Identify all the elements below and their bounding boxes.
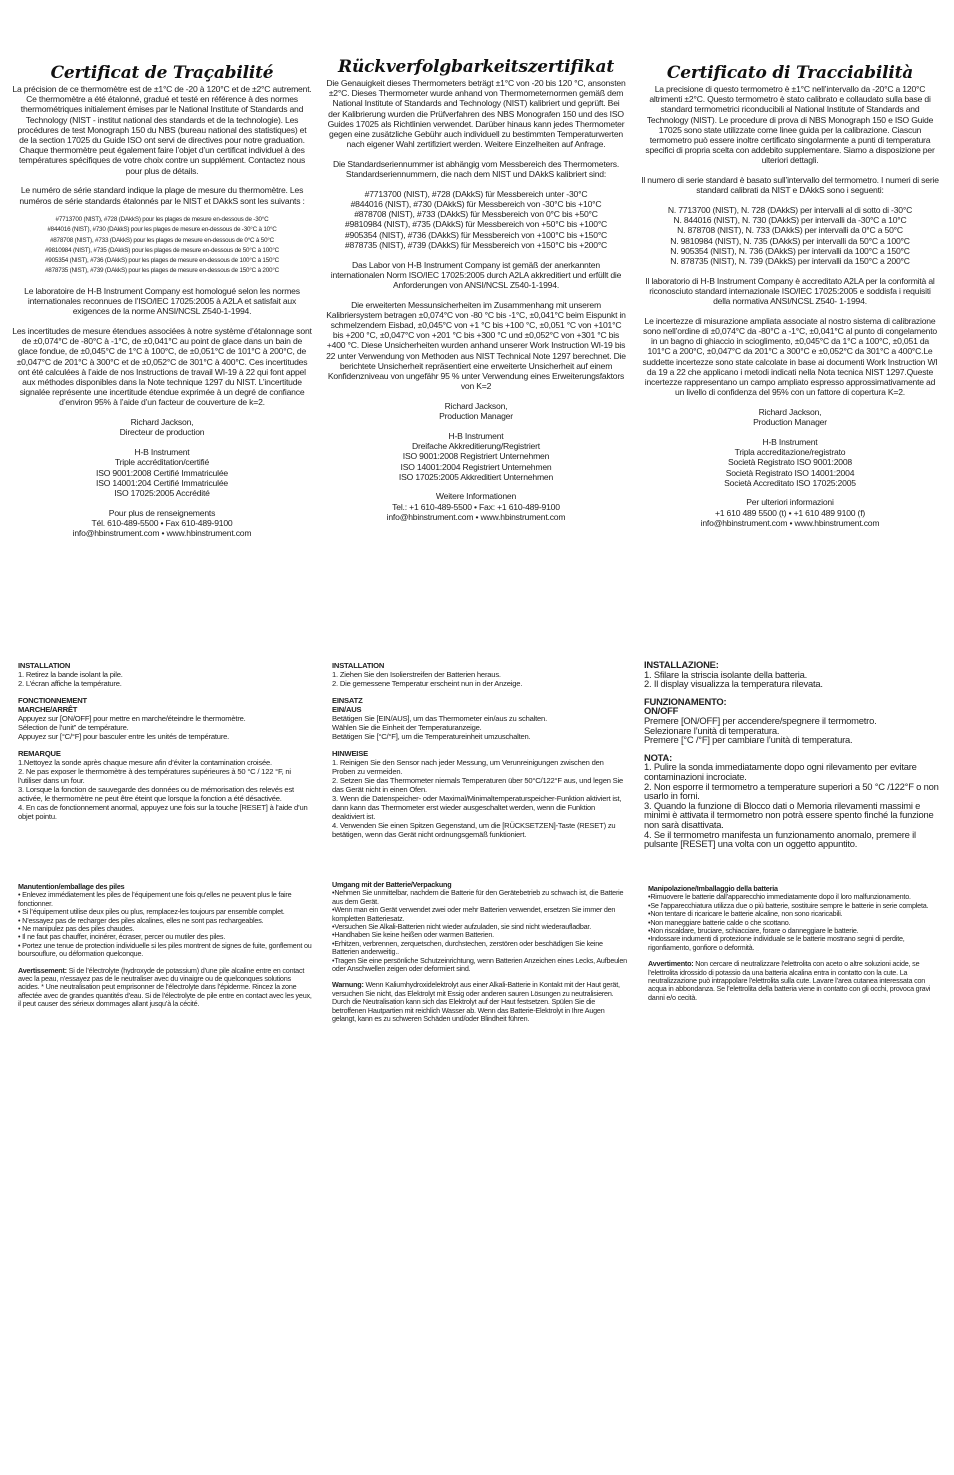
company-line: H-B Instrument [134,447,190,458]
company-line: Tripla accreditazione/registrato [734,447,846,458]
certificate-fr [12,62,312,538]
notes-fr: 1.Nettoyez la sonde après chaque mesure afin d’éviter la contamination croisée. 2. Ne pas exposer le thermomètre à des températures supérieures à 50 °C / 122 °F, ni l’utiliser dans un four. 3. Lorsque la fonction de sauvegarde des données ou de mémorisation des relevés est activée, le thermomètre ne peut être éteint que lorsque la fonction a été désactivée. 4. En cas de fonctionnement anormal, appuyez une fois sur la touche [RESET] à l’aide d’un objet pointu. [18,758,308,821]
install-steps-fr: 1. Retirez la bande isolant la pile. 2. L’écran affiche la température. [18,670,123,688]
company-line: H-B Instrument [448,430,504,441]
instructions-it [644,660,940,849]
serial-item: N. 905354 (NIST), N. 736 (DAkkS) per intervalli da 100°C a 150°C [670,245,910,256]
serial-item: #7713700 (NIST), #728 (DAkkS) für Messbereich unter -30°C [364,188,588,199]
company-line: Società Registrato ISO 14001:2004 [725,467,855,478]
serial-item: #878708 (NIST), #733 (DAkkS) pour les plages de mesure en-dessous de 0°C à 50°C [49,236,275,244]
serial-item: #844016 (NIST), #730 (DAkkS) für Messbereich von -30°C bis +10°C [350,199,602,210]
install-heading-de: INSTALLATION [332,661,385,670]
contact-fr [12,508,312,539]
serial-list-de [326,189,626,250]
contact-line: +1 610 489 5500 (t) • +1 610 489 9100 (f) [714,507,866,518]
lab-accreditation-fr: Le laboratoire de H-B Instrument Company est homologué selon les normes internationales reconnues de l’ISO/IEC 17025:2005 à A2LA et satisfait aux exigences de la norme ANSI/NCSL Z540-1-1994. [24,285,300,317]
warning-text: Si de l’électrolyte (hydroxyde de potassium) d’une pile alcaline entre en contact avec la peau, n’essayez pas de le neutraliser avec du vinaigre ou de quelconques solutions acides. * Une neutralisation peut emprisonner de l’électrolyte dans l’épiderme. Rincez la zone affectée avec de grandes quantités d’eau. Si de l’électrolyte de pile entre en contact avec les yeux, il peut causer des sérieux dommages allant jusqu’à la cécité. [18,965,312,1009]
notes-de: 1. Reinigen Sie den Sensor nach jeder Messung, um Verunreinigungen zwischen den Proben zu vermeiden. 2. Setzen Sie das Thermometer niemals Temperaturen über 50°C/122°F aus, und legen Sie das Gerät nicht in einen Ofen. 3. Wenn die Datenspeicher- oder Maximal/Minimaltemperaturspeicher-Funktion aktiviert ist, dann kann das Thermometer erst wieder ausgeschaltet werden, wenn die Funktion deaktiviert ist. 4. Verwenden Sie einen Spitzen Gegenstand, um die [RÜCKSETZEN]-Taste (RESET) zu betätigen, wenn das Gerät nicht ordnungsgemäß funktioniert. [332,758,624,839]
warning-label: Warnung: [332,980,364,990]
battery-fr [18,883,314,1009]
instructions-fr [18,661,314,821]
serial-item: #878708 (NIST), #733 (DAkkS) für Messbereich von 0°C bis +50°C [354,209,598,220]
contact-line: info@hbinstrument.com • www.hbinstrument.com [72,528,252,539]
battery-it [648,885,944,1002]
company-line: Triple accréditation/certifié [114,457,210,468]
warning-label: Avertissement: [18,965,67,975]
certificate-intro-fr: La précision de ce thermomètre est de ±1°C de -20 à 120°C et de ±2°C autrement. Ce thermomètre a été étalonné, gradué et testé en référence à des normes thermométriques initialement émises par le National Institute of Standards and Technology (NIST - institut national des standards et de la technologie). Les procédures de test Monograph 150 du NBS (bureau national des statistiques) et de la section 17025 du Guide ISO ont servi de directives pour notre graduation. Chaque thermomètre peut également faire l’objet d’un certificat individuel à des températures spécifiques de votre choix contre un supplément. Contactez nous pour plus de détails. [12,84,312,176]
certificate-title-de: Rückverfolgbarkeitszertifikat [338,57,614,77]
signer-de [326,401,626,421]
signer-it [640,407,940,427]
serial-item: N. 844016 (NIST), N. 730 (DAkkS) per intervalli da -30°C a 10°C [673,215,907,226]
notes-heading-it: NOTA: [644,751,672,763]
warning-label: Avvertimento: [648,959,694,969]
company-line: Società Accreditato ISO 17025:2005 [724,477,856,488]
certificate-title-it: Certificato di Tracciabilità [666,63,914,83]
serial-item: #9810984 (NIST), #735 (DAkkS) pour les plages de mesure en-dessous de 50°C à 100°C [44,246,279,254]
operation-heading-it: FUNZIONAMENTO: ON/OFF [644,695,727,717]
company-de [326,431,626,482]
contact-line: Tél. 610-489-5500 • Fax 610-489-9100 [91,517,233,528]
serial-item: #844016 (NIST), #730 (DAkkS) pour les plages de mesure en-dessous de -30°C à 10°C [47,226,277,234]
signer-name: Richard Jackson, [130,417,194,428]
battery-warning-it [648,960,944,1002]
certificate-intro-it: La precisione di questo termometro è ±1°C nell’intervallo da -20°C a 120°C altrimenti ±2°C. Questo termometro è stato calibrato e collaudato sulla base di standard termometrici riconducibili al National Institute of Standards and Technology (NIST). Le procedure di prova di NBS Monograph 150 e ISO Guide 17025 sono state utilizzate come linee guida per la calibrazione. Ciascun termometro può essere inoltre certificato singolarmente a punti di temperatura specifici di propria scelta con addebito supplementare. Siamo a disposizione per ulteriori dettagli. [645,84,935,166]
company-line: Società Registrato ISO 9001:2008 [727,457,853,468]
instructions-de [332,661,628,839]
contact-line: Tel.: +1 610-489-5500 • Fax: +1 610-489-9100 [392,501,560,512]
install-steps-de: 1. Ziehen Sie den Isolierstreifen der Batterien heraus. 2. Die gemessene Temperatur erscheint nun in der Anzeige. [332,670,523,688]
notes-heading-fr: REMARQUE [18,749,61,758]
company-line: ISO 9001:2008 Certifié Immatriculée [96,467,228,478]
battery-warning-de [332,981,628,1023]
serial-item: #9810984 (NIST), #735 (DAkkS) für Messbereich von +50°C bis +100°C [344,219,608,230]
company-it [640,437,940,488]
battery-heading-de: Umgang mit der Batterie/Verpackung [332,880,452,889]
uncertainty-de: Die erweiterten Messunsicherheiten im Zusammenhang mit unserem Kalibriersystem betragen ±0,074°C von -80 °C bis -1°C, ±0,041°C beim Eispunkt in schmelzendem Eisbad, ±0,045°C von +1 °C bis +100 °C, ±0,051 °C von +101°C bis +200 °C, ±0,047°C von +201 °C bis +300 °C und ±0,052°C von +301 °C bis +400 °C. Diese Unsicherheiten wurden anhand unserer Work Instruction WI-19 bis 22 unter Verwendung von Methoden aus NIST Technical Note 1297 berechnet. Die berichtete Unsicherheit repräsentiert eine erweiterte Unsicherheit auf einem Konfidenzniveau von ungefähr 95 % unter Verwendung eines Erweiterungsfaktors von K=2 [326,299,626,392]
warning-text: Non cercare di neutralizzare l’elettrolita con aceto o altre soluzioni acide, se l’elettrolita idrossido di potassio da una batteria alcalina entra in contatto con la cute. La neutralizzazione può intrappolare l’elettrolita sulla cute. Lavare l’area cutanea interessata con acqua in abbondanza. Se l’elettrolita della batteria viene in contatto con gli occhi, provoca gravi danni e/o cecità. [648,959,931,1002]
notes-it: 1. Pulire la sonda immediatamente dopo ogni rilevamento per evitare contaminazioni incrociate. 2. Non esporre il termometro a temperature superiori a 50 °C /122°F o non usarlo in forni. 3. Quando la funzione di Blocco dati o Memoria rilevamenti massimi e minimi è attivata il termometro non potrà essere spento finché la funzione non sarà disattivata. 4. Se il termometro manifesta un funzionamento anomalo, premere il pulsante [RESET] una volta con un oggetto appuntito. [644,761,939,850]
company-line: ISO 17025:2005 Accrédité [114,487,210,498]
operation-heading-fr: FONCTIONNEMENT MARCHE/ARRÊT [18,696,87,714]
battery-de [332,881,628,1024]
operation-steps-it: Premere [ON/OFF] per accendere/spegnere il termometro. Selezionare l’unità di temperatura. Premere [°C /°F] per cambiare l’unità di temperatura. [644,714,877,746]
contact-line: info@hbinstrument.com • www.hbinstrument.com [386,511,566,522]
signer-fr [12,417,312,437]
signer-role: Production Manager [753,417,827,428]
contact-line: Per ulteriori informazioni [746,497,834,508]
contact-line: info@hbinstrument.com • www.hbinstrument.com [700,517,880,528]
serial-item: #7713700 (NIST), #728 (DAkkS) pour les plages de mesure en-dessous de -30°C [55,216,269,224]
certificate-title-fr: Certificat de Traçabilité [50,63,274,83]
signer-name: Richard Jackson, [758,406,822,417]
company-fr [12,447,312,498]
serial-item: N. 9810984 (NIST), N. 735 (DAkkS) per intervalli da 50°C a 100°C [670,235,910,246]
install-heading-it: INSTALLAZIONE: [644,659,719,670]
serial-list-fr [12,215,312,276]
serial-item: N. 878735 (NIST), N. 739 (DAkkS) per intervalli da 150°C a 200°C [670,256,910,267]
operation-steps-de: Betätigen Sie [EIN/AUS], um das Thermometer ein/aus zu schalten. Wählen Sie die Einheit der Temperaturanzeige. Betätigen Sie [°C/°F], um die Temperatureinheit umzuschalten. [332,714,547,741]
battery-items-de: •Nehmen Sie unmittelbar, nachdem die Batterie für den Gerätebetrieb zu schwach ist, die Batterie aus dem Gerät. •Wenn man ein Gerät verwendet zwei oder mehr Batterien verwendet, ersetzen Sie immer den kompletten Batteriesatz. •Versuchen Sie Alkali-Batterien nicht wieder aufzuladen, sie sind nicht wiederaufladbar. •Handhaben Sie keine heißen oder warmen Batterien. •Erhitzen, verbrennen, zerquetschen, durchstechen, zerstören oder beschädigen Sie keine Batterien anderweitig.. •Tragen Sie eine persönliche Schutzeinrichtung, wenn Batterien Anzeichen eines Lecks, Aufbeulen oder Anschwellen zeigen oder deformiert sind. [332,888,627,974]
contact-line: Pour plus de renseignements [108,507,216,518]
company-line: H-B Instrument [762,436,818,447]
lab-accreditation-de: Das Labor von H-B Instrument Company ist gemäß der anerkannten internationalen Norm ISO/IEC 17025:2005 durch A2LA akkreditiert und erfüllt die Anforderungen von ANSI/NCSL Z540-1-1994. [330,259,622,290]
battery-heading-it: Manipolazione/Imballaggio della batteria [648,884,778,893]
signer-role: Directeur de production [119,427,205,438]
install-heading-fr: INSTALLATION [18,661,71,670]
serial-intro-fr: Le numéro de série standard indique la plage de mesure du thermomètre. Les numéros de série standards étalonnés par le NIST et DAkkS sont les suivants : [19,185,305,206]
battery-heading-fr: Manutention/emballage des piles [18,882,125,891]
signer-role: Production Manager [439,411,513,422]
company-line: ISO 17025:2005 Akkreditiert Unternehmen [398,471,554,482]
contact-it [640,497,940,528]
certificate-de [326,56,626,522]
serial-item: #878735 (NIST), #739 (DAkkS) für Messbereich von +150°C bis +200°C [344,239,608,250]
lab-accreditation-it: Il laboratorio di H-B Instrument Company è accreditato A2LA per la conformità al riconosciuto standard internazionale ISO/IEC 17025:2005 e soddisfa i requisiti della normativa ANSI/NCSL Z540- 1-1994. [645,275,935,307]
company-line: ISO 14001:204 Certifié Immatriculée [96,477,228,488]
install-steps-it: 1. Sfilare la striscia isolante della batteria. 2. Il display visualizza la temperatura rilevata. [644,668,823,690]
operation-heading-de: EINSATZ EIN/AUS [332,696,363,714]
serial-item: N. 7713700 (NIST), N. 728 (DAkkS) per intervalli al di sotto di -30°C [667,205,913,216]
serial-item: #905354 (NIST), #736 (DAkkS) für Messbereich von +100°C bis +150°C [344,229,608,240]
contact-de [326,491,626,522]
company-line: ISO 9001:2008 Registriert Unternehmen [402,451,550,462]
uncertainty-it: Le incertezze di misurazione ampliata associate al nostro sistema di calibrazione sono nell’ordine di ±0,074°C da -80°C a -1°C, ±0,041°C al punto di congelamento in un bagno di ghiaccio in scioglimento, ±0,045°C da 1°C a 100°C, ±0,051 da 101°C a 200°C, ±0,047°C da 201°C a 300°C e ±0,052°C da 301°C a 400°C.Le suddette incertezze sono state calcolate in base ai documenti Work Instruction WI da 19 a 22 che applicano i metodi indicati nella Nota tecnica NIST 1297.Queste incertezze rappresentano un campo ampliato espresso approssimativamente ad un livello di confidenza del 95% con un fattore di copertura K=2. [642,315,938,398]
battery-warning-fr [18,967,314,1009]
signer-name: Richard Jackson, [444,400,508,411]
battery-items-fr: • Enlevez immédiatement les piles de l’équipement une fois qu’elles ne peuvent plus le faire fonctionner. • Si l’équipement utilise deux piles ou plus, remplacez-les toujours par ensemble complet. • N’essayez pas de recharger des piles alcalines, elles ne sont pas rechargeables. • Ne manipulez pas des piles chaudes. • Il ne faut pas chauffer, incinérer, écraser, percer ou mutiler des piles. • Portez une tenue de protection individuelle si les piles montrent de signes de fuite, gonflement ou boursouflure, ou déformation quelconque. [18,890,312,959]
operation-steps-fr: Appuyez sur [ON/OFF] pour mettre en marche/éteindre le thermomètre. Sélection de l’unit” de température. Appuyez sur [°C/°F] pour basculer entre les unités de température. [18,714,246,741]
warning-text: Wenn Kaliumhydroxidelektrolyt aus einer Alkali-Batterie in Kontakt mit der Haut gerät, versuchen Sie nicht, das Elektrolyt mit Essig oder anderen sauren Lösungen zu neutralisieren. Durch die Neutralisation kann sich das Elektrolyt auf der Haut festsetzen. Spülen Sie die betroffenen Hautpartien mit reichlich Wasser ab. Wenn das Batterie-Elektrolyt in Ihre Augen gelangt, kann es zu schweren Schäden und/oder Blindheit führen. [332,980,620,1024]
serial-intro-de: Die Standardseriennummer ist abhängig vom Messbereich des Thermometers. Standardseriennummern, die nach dem NIST und DAkkS kalibriert sind: [332,158,620,180]
serial-list-it [640,205,940,266]
certificate-it [640,62,940,528]
serial-intro-it: Il numero di serie standard è basato sull’intervallo del termometro. I numeri di serie standard calibrati da NIST e DAkkS sono i seguenti: [641,175,939,196]
contact-line: Weitere Informationen [435,491,517,502]
serial-item: #905354 (NIST), #736 (DAkkS) pour les plages de mesure en-dessous de 100°C à 150°C [44,257,279,265]
certificate-intro-de: Die Genauigkeit dieses Thermometers beträgt ±1°C von -20 bis 120 °C, ansonsten ±2°C. Dieses Thermometer wurde anhand von Thermometernormen gemäß dem National Institute of Standards and Technology (NIST) kalibriert und geprüft. Bei der Kalibrierung wurden die Prüfverfahren des NBS Monografen 150 und des ISO Guides 17025 als Richtlinien verwendet. Darüber hinaus kann jedes Thermometer gegen eine zusätzliche Gebühr auch individuell zu bestimmten Temperaturwerten nach eigener Wahl zertifiziert werden. Weitere Einzelheiten auf Anfrage. [326,78,626,150]
company-line: Dreifache Akkreditierung/Registriert [412,441,540,452]
uncertainty-fr: Les incertitudes de mesure étendues associées à notre système d’étalonnage sont de ±0,074°C de -80°C à -1°C, de ±0,041°C au point de glace dans un bain de glace fondue, de ±0,045°C de 1°C à 100°C, de ±0,051°C de 101°C à 200°C, de ±0,047°C de 201°C à 300°C et de ±0,052°C de 301°C à 400°C. Ces incertitudes ont été calculées à l’aide de nos Instructions de travail WI-19 à 22 qui font appel aux méthodes disponibles dans la Note technique 1297 du NIST. L’incertitude signalée représente une incertitude étendue exprimée à un degré de confiance d’environ 95% à l’aide d’un facteur de couverture de k=2. [12,326,312,408]
battery-items-it: •Rimuovere le batterie dall’apparecchio immediatamente dopo il loro malfunzionamento. •Se l’apparecchiatura utilizza due o più batterie, sostituire sempre le batterie in serie completa. •Non tentare di ricaricare le batterie alcaline, non sono ricaricabili. •Non maneggiare batterie calde o che scottano. •Non riscaldare, bruciare, schiacciare, forare o danneggiare le batterie. •Indossare indumenti di protezione individuale se le batterie mostrano segni di perdite, rigonfiamento, gonfiore o deformità. [648,892,929,952]
serial-item: N. 878708 (NIST), N. 733 (DAkkS) per intervalli da 0°C a 50°C [677,225,903,236]
serial-item: #878735 (NIST), #739 (DAkkS) pour les plages de mesure en-dessous de 150°C à 200°C [44,267,279,275]
notes-heading-de: HINWEISE [332,749,368,758]
company-line: ISO 14001:2004 Registriert Unternehmen [400,461,552,472]
